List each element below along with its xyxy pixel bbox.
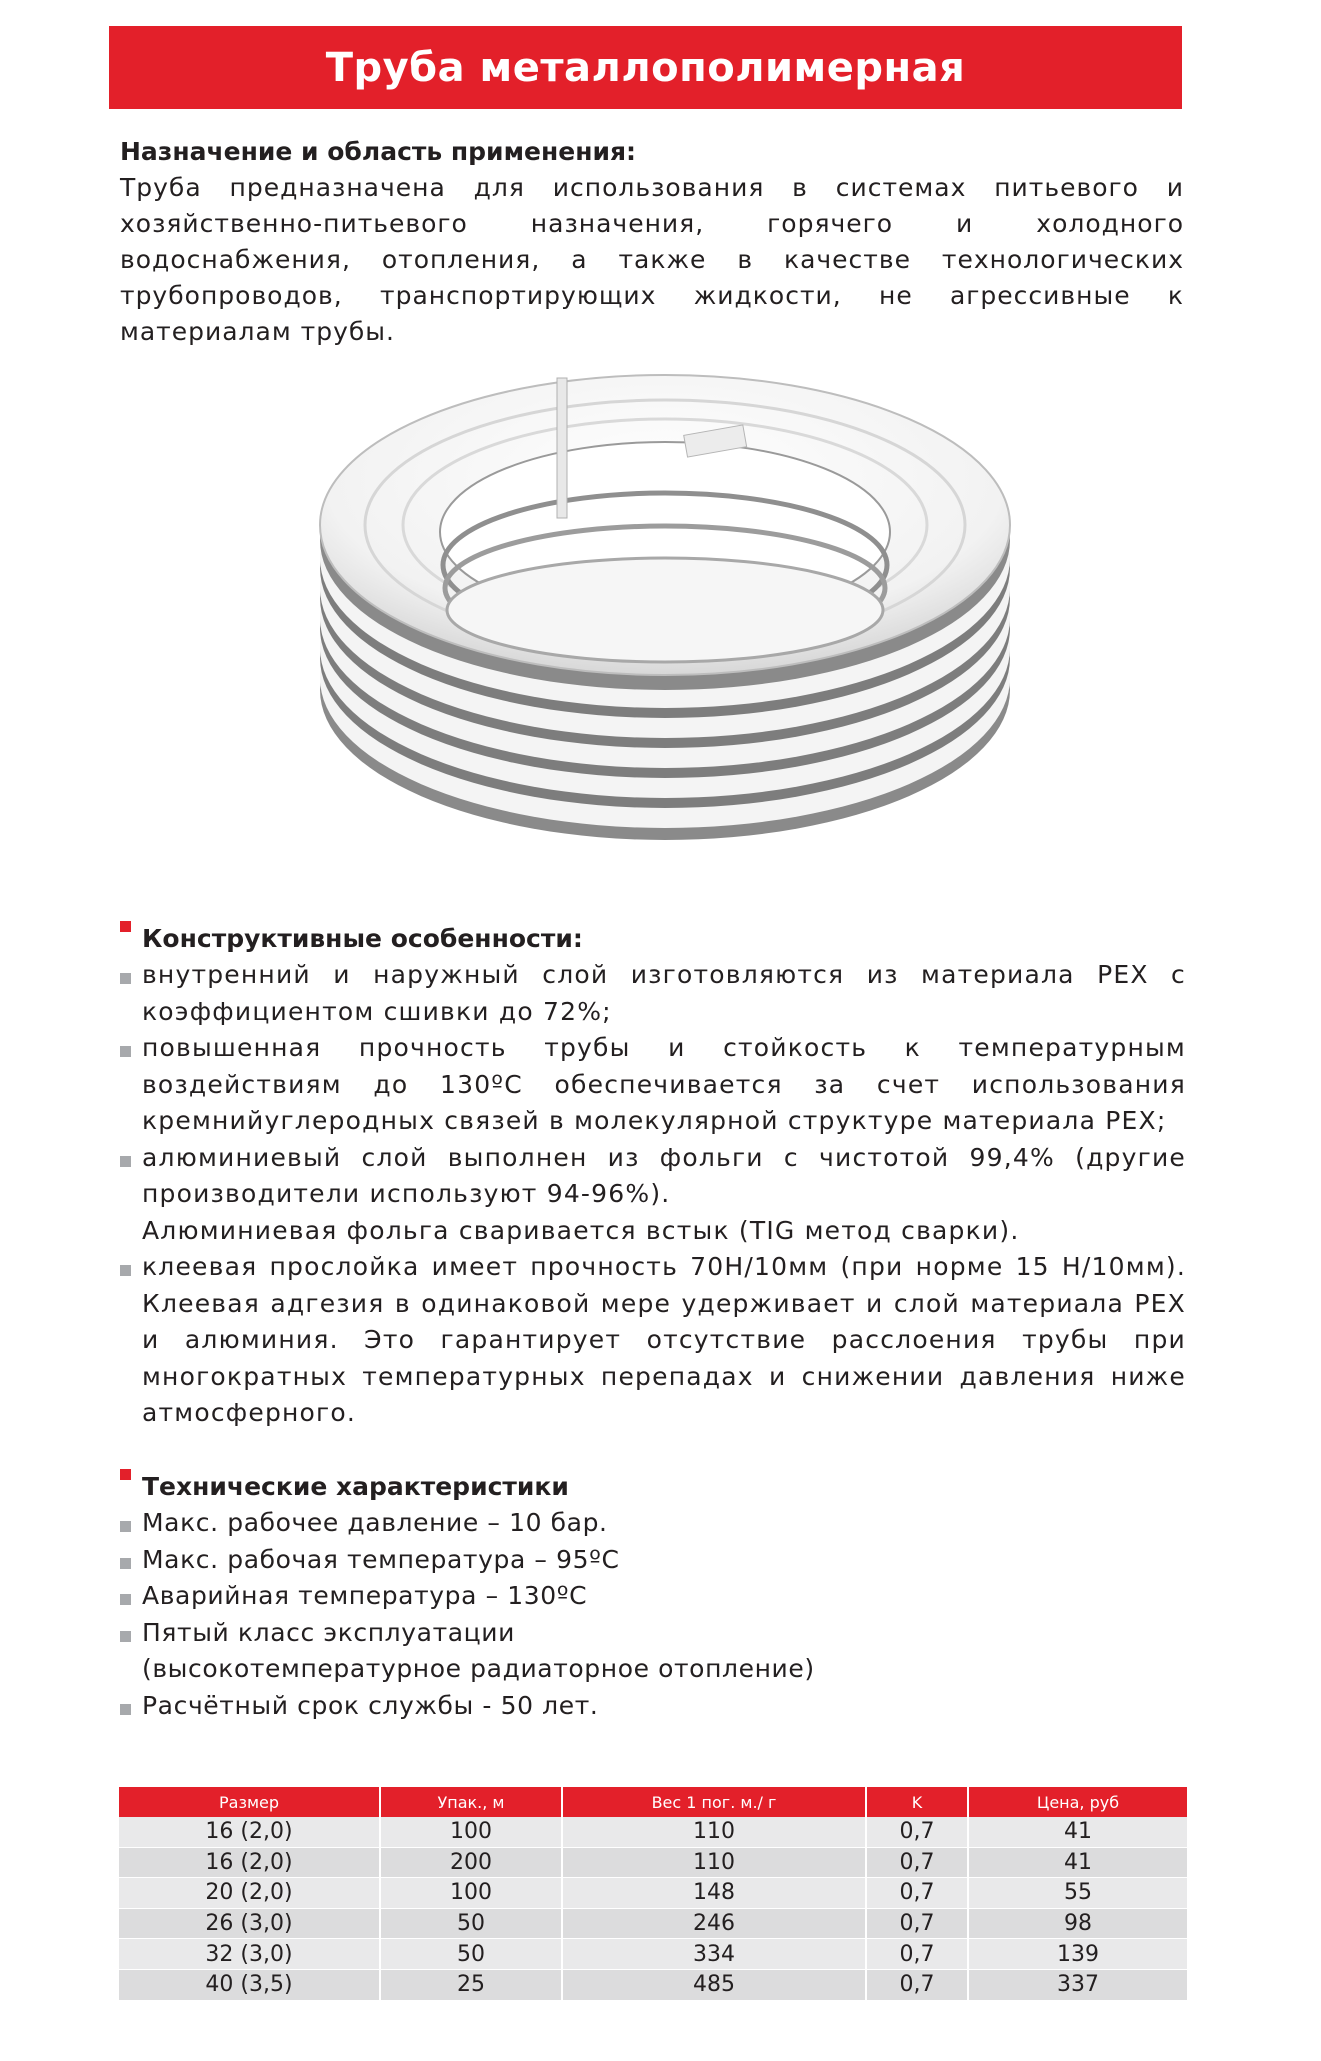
spec-note: (высокотемпературное радиаторное отопление) — [142, 1654, 815, 1683]
spec-item — [120, 1688, 1186, 1725]
table-row — [119, 1878, 1187, 1909]
feature-item — [120, 1030, 1186, 1140]
feature-text: Алюминиевая фольга сваривается встык (TIG метод сварки). — [142, 1215, 1020, 1245]
table-row — [119, 1939, 1187, 1970]
bullet-square-icon — [120, 1156, 131, 1167]
spec-text: Пятый класс эксплуатации — [142, 1617, 515, 1647]
features-section — [120, 921, 1186, 1432]
feature-item — [120, 1140, 1186, 1213]
cell-k: 0,7 — [867, 1939, 967, 1970]
cell-price: 139 — [969, 1939, 1187, 1970]
spec-item — [120, 1578, 1186, 1615]
cell-size: 16 (2,0) — [119, 1848, 379, 1879]
red-square-icon — [120, 921, 131, 932]
cell-size: 32 (3,0) — [119, 1939, 379, 1970]
feature-text: повышенная прочность трубы и стойкость к температурным воздействиям до 130ºC обеспечивается за счет использования кремнийуглеродных связей в молекулярной структуре материала PEX; — [142, 1033, 1186, 1135]
bullet-square-icon — [120, 1631, 131, 1642]
cell-weight: 148 — [563, 1878, 865, 1909]
cell-size: 16 (2,0) — [119, 1817, 379, 1848]
bullet-square-icon — [120, 1558, 131, 1569]
cell-weight: 334 — [563, 1939, 865, 1970]
cell-k: 0,7 — [867, 1909, 967, 1940]
purpose-section — [120, 134, 1184, 350]
cell-size: 26 (3,0) — [119, 1909, 379, 1940]
cell-weight: 110 — [563, 1848, 865, 1879]
cell-price: 337 — [969, 1970, 1187, 2001]
spec-text: Макс. рабочее давление – 10 бар. — [142, 1508, 608, 1537]
spec-text: Аварийная температура – 130ºC — [142, 1581, 588, 1610]
cell-weight: 110 — [563, 1817, 865, 1848]
cell-k: 0,7 — [867, 1817, 967, 1848]
cell-price: 98 — [969, 1909, 1187, 1940]
features-heading — [120, 921, 1186, 957]
cell-size: 40 (3,5) — [119, 1970, 379, 2001]
spec-text: Расчётный срок службы - 50 лет. — [142, 1690, 599, 1720]
table-row — [119, 1909, 1187, 1940]
spec-text: Макс. рабочая температура – 95ºC — [142, 1544, 620, 1574]
spec-item — [120, 1615, 1186, 1652]
feature-item — [120, 1213, 1186, 1250]
bullet-square-icon — [120, 973, 131, 984]
bullet-square-icon — [120, 1704, 131, 1715]
specs-heading-label: Технические характеристики — [142, 1472, 569, 1501]
feature-item — [120, 957, 1186, 1030]
col-header-pack: Упак., м — [381, 1787, 561, 1817]
red-square-icon — [120, 1469, 131, 1480]
col-header-size: Размер — [119, 1787, 379, 1817]
cell-k: 0,7 — [867, 1848, 967, 1879]
purpose-heading: Назначение и область применения: — [120, 137, 637, 166]
purpose-text: Труба предназначена для использования в системах питьевого и хозяйственно-питьевого назначения, горячего и холодного водоснабжения, отопления, а также в качестве технологических трубопроводов, транспортирующих жидкости, не агрессивные к материалам трубы. — [120, 173, 1184, 346]
spec-item — [120, 1505, 1186, 1542]
pipe-coil-image — [295, 360, 1035, 880]
specs-heading — [120, 1469, 1186, 1505]
table-row — [119, 1848, 1187, 1879]
cell-price: 41 — [969, 1848, 1187, 1879]
cell-weight: 246 — [563, 1909, 865, 1940]
cell-weight: 485 — [563, 1970, 865, 2001]
bullet-square-icon — [120, 1521, 131, 1532]
cell-price: 55 — [969, 1878, 1187, 1909]
cell-size: 20 (2,0) — [119, 1878, 379, 1909]
cell-k: 0,7 — [867, 1878, 967, 1909]
table-header-row — [119, 1787, 1187, 1817]
cell-pack: 100 — [381, 1878, 561, 1909]
feature-text: алюминиевый слой выполнен из фольги с чистотой 99,4% (другие производители используют 94-96%). — [142, 1142, 1186, 1208]
bullet-square-icon — [120, 1046, 131, 1057]
feature-item — [120, 1249, 1186, 1432]
features-heading-label: Конструктивные особенности: — [142, 924, 583, 953]
cell-pack: 100 — [381, 1817, 561, 1848]
specs-section — [120, 1469, 1186, 1724]
bullet-square-icon — [120, 1265, 131, 1276]
col-header-k: K — [867, 1787, 967, 1817]
page-title: Труба металлополимерная — [109, 26, 1182, 109]
col-header-price: Цена, руб — [969, 1787, 1187, 1817]
spec-item — [120, 1542, 1186, 1579]
col-header-weight: Вес 1 пог. м./ г — [563, 1787, 865, 1817]
feature-text: клеевая прослойка имеет прочность 70Н/10мм (при норме 15 Н/10мм). Клеевая адгезия в одинаковой мере удерживает и слой материала PEX и алюминия. Это гарантирует отсутствие расслоения трубы при многократных температурных перепадах и снижении давления ниже атмосферного. — [142, 1252, 1186, 1427]
cell-pack: 200 — [381, 1848, 561, 1879]
cell-pack: 50 — [381, 1909, 561, 1940]
table-row — [119, 1970, 1187, 2001]
cell-pack: 50 — [381, 1939, 561, 1970]
bullet-square-icon — [120, 1594, 131, 1605]
table-row — [119, 1817, 1187, 1848]
feature-text: внутренний и наружный слой изготовляются из материала PEX с коэффициентом сшивки до 72%; — [142, 960, 1186, 1026]
cell-k: 0,7 — [867, 1970, 967, 2001]
cell-pack: 25 — [381, 1970, 561, 2001]
price-table — [117, 1787, 1189, 2001]
cell-price: 41 — [969, 1817, 1187, 1848]
